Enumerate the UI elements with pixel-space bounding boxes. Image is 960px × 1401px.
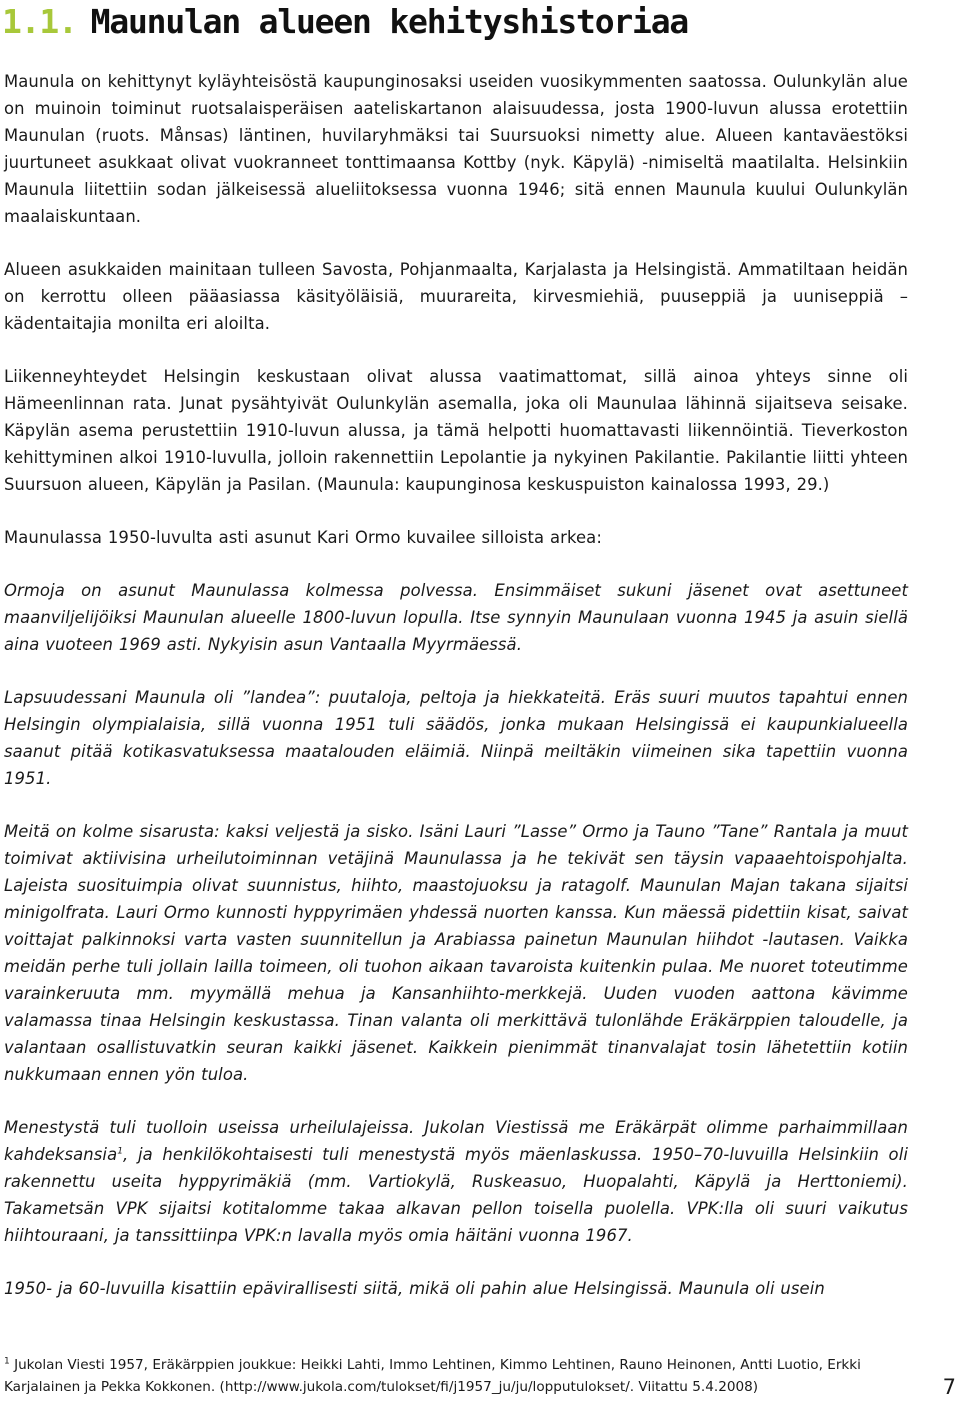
paragraph-quote-intro: Maunulassa 1950-luvulta asti asunut Kari Ormo kuvailee silloista arkea: <box>4 528 602 547</box>
body-text <box>4 68 908 1302</box>
footnote-text: Jukolan Viesti 1957, Eräkärppien joukkue: Heikki Lahti, Immo Lehtinen, Kimmo Lehtinen, Rauno Heinonen, Antti Luotio, Erkki Karjalainen ja Pekka Kokkonen. (http://www.jukola.com/tulokset/fi/j1957_ju/ju/lopputulokset/. Viitattu 5.4.2008) <box>4 1357 861 1395</box>
footnote-marker: 1 <box>4 1356 10 1367</box>
paragraph-history: Maunula on kehittynyt kyläyhteisöstä kaupunginosaksi useiden vuosikymmenten saatossa. Oulunkylän alue on muinoin toiminut ruotsalaisperäisen aateliskartanon alaisuudessa, josta 1900-luvun alussa erotettiin Maunulan (ruots. Månsas) läntinen, huvilaryhmäksi tai Suursuoksi nimetty alue. Alueen kantaväestöksi juurtuneet asukkaat olivat vuokranneet tonttimaansa Kottby (nyk. Käpylä) -nimiseltä maatilalta. Helsinkiin Maunula liitettiin sodan jälkeisessä alueliitoksessa vuonna 1946; sitä ennen Maunula kuului Oulunkylän maalaiskuntaan. <box>4 72 908 226</box>
quote-paragraph-family: Ormoja on asunut Maunulassa kolmessa polvessa. Ensimmäiset sukuni jäsenet ovat asettuneet maanviljelijöiksi Maunulan alueelle 1800-luvun lopulla. Itse synnyin Maunulaan vuonna 1945 ja asuin siellä aina vuoteen 1969 asti. Nykyisin asun Vantaalla Myyrmäessä. <box>4 581 908 654</box>
page-number: 7 <box>942 1375 956 1399</box>
quote-paragraph-continued: 1950- ja 60-luvuilla kisattiin epävirallisesti siitä, mikä oli pahin alue Helsingissä. Maunula oli usein <box>4 1279 825 1298</box>
quote-text-before-note: Menestystä tuli tuolloin useissa urheilulajeissa. Jukolan Viestissä me Eräkärpät olimme parhaimmillaan kahdeksansia <box>4 1118 908 1164</box>
quote-paragraph-success <box>4 1114 908 1249</box>
quote-paragraph-childhood: Lapsuudessani Maunula oli ”landea”: puutaloja, peltoja ja hiekkateitä. Eräs suuri muutos tapahtui ennen Helsingin olympialaisia, sillä vuonna 1951 tuli säädös, jonka mukaan Helsingissä ei kaupunkialueella saanut pitää kotikasvatuksessa maatalouden eläimiä. Niinpä meiltäkin viimeinen sika tapettiin vuonna 1951. <box>4 688 908 788</box>
section-number: 1.1. <box>2 2 77 41</box>
quote-text-after-note: , ja henkilökohtaisesti tuli menestystä myös mäenlaskussa. 1950–70-luvuilla Helsinkiin oli rakennettu useita hyppyrimäkiä (mm. Vartiokylä, Ruskeasuo, Huopalahti, Käpylä ja Herttoniemi). Takametsän VPK sijaitsi kotitalomme takaa alkavan pellon toisella puolella. VPK:lla oli suuri vaikutus hiihtouraani, ja tanssittiinpa VPK:n lavalla myös omia häitäni vuonna 1967. <box>4 1145 908 1245</box>
paragraph-residents: Alueen asukkaiden mainitaan tulleen Savosta, Pohjanmaalta, Karjalasta ja Helsingistä. Ammatiltaan heidän on kerrottu olleen pääasiassa käsityöläisiä, muurareita, kirvesmiehiä, puuseppiä ja uuniseppiä – kädentaitajia monilta eri aloilta. <box>4 260 908 333</box>
footnote-reference[interactable]: 1 <box>117 1146 124 1157</box>
section-heading <box>2 0 688 44</box>
footnote <box>4 1354 908 1398</box>
paragraph-transport: Liikenneyhteydet Helsingin keskustaan olivat alussa vaatimattomat, sillä ainoa yhteys sinne oli Hämeenlinnan rata. Junat pysähtyivät Oulunkylän asemalla, joka oli Maunulaa lähinnä sijaitseva seisake. Käpylän asema perustettiin 1910-luvun alussa, ja tämä helpotti huomattavasti liikennöintiä. Tieverkoston kehittyminen alkoi 1910-luvulla, jolloin rakennettiin Lepolantie ja nykyinen Pakilantie. Pakilantie liitti yhteen Suursuon alueen, Käpylän ja Pasilan. (Maunula: kaupunginosa keskuspuiston kainalossa 1993, 29.) <box>4 367 908 494</box>
section-title: Maunulan alueen kehityshistoriaa <box>90 2 689 41</box>
quote-paragraph-sports-club: Meitä on kolme sisarusta: kaksi veljestä ja sisko. Isäni Lauri ”Lasse” Ormo ja Tauno ”Tane” Rantala ja muut toimivat aktiivisina urheilutoiminnan vetäjinä Maunulassa ja he tekivät sen täysin vapaaehtoispohjalta. Lajeista suosituimpia olivat suunnistus, hiihto, maastojuoksu ja ratagolf. Maunulan Majan takana sijaitsi minigolfrata. Lauri Ormo kunnosti hyppyrimäen yhdessä nuorten kanssa. Kun mäessä pidettiin kisat, saivat voittajat palkinnoksi varta vasten suunnitellun ja Arabiassa painetun Maunulan hiihdot -lautasen. Vaikka meidän perhe tuli jollain lailla toimeen, oli tuohon aikaan tavaroista kuitenkin pulaa. Me nuoret toteutimme varainkeruuta mm. myymällä mehua ja Kansanhiihto-merkkejä. Uuden vuoden aattona kävimme valamassa tinaa Helsingin keskustassa. Tinan valanta oli merkittävä tulonlähde Eräkärppien taloudelle, ja valantaan osallistuvatkin seuran kaikki jäsenet. Kaikkein pienimmät tinanvalajat tosin lähetettiin kotiin nukkumaan ennen yön tuloa. <box>4 822 908 1084</box>
